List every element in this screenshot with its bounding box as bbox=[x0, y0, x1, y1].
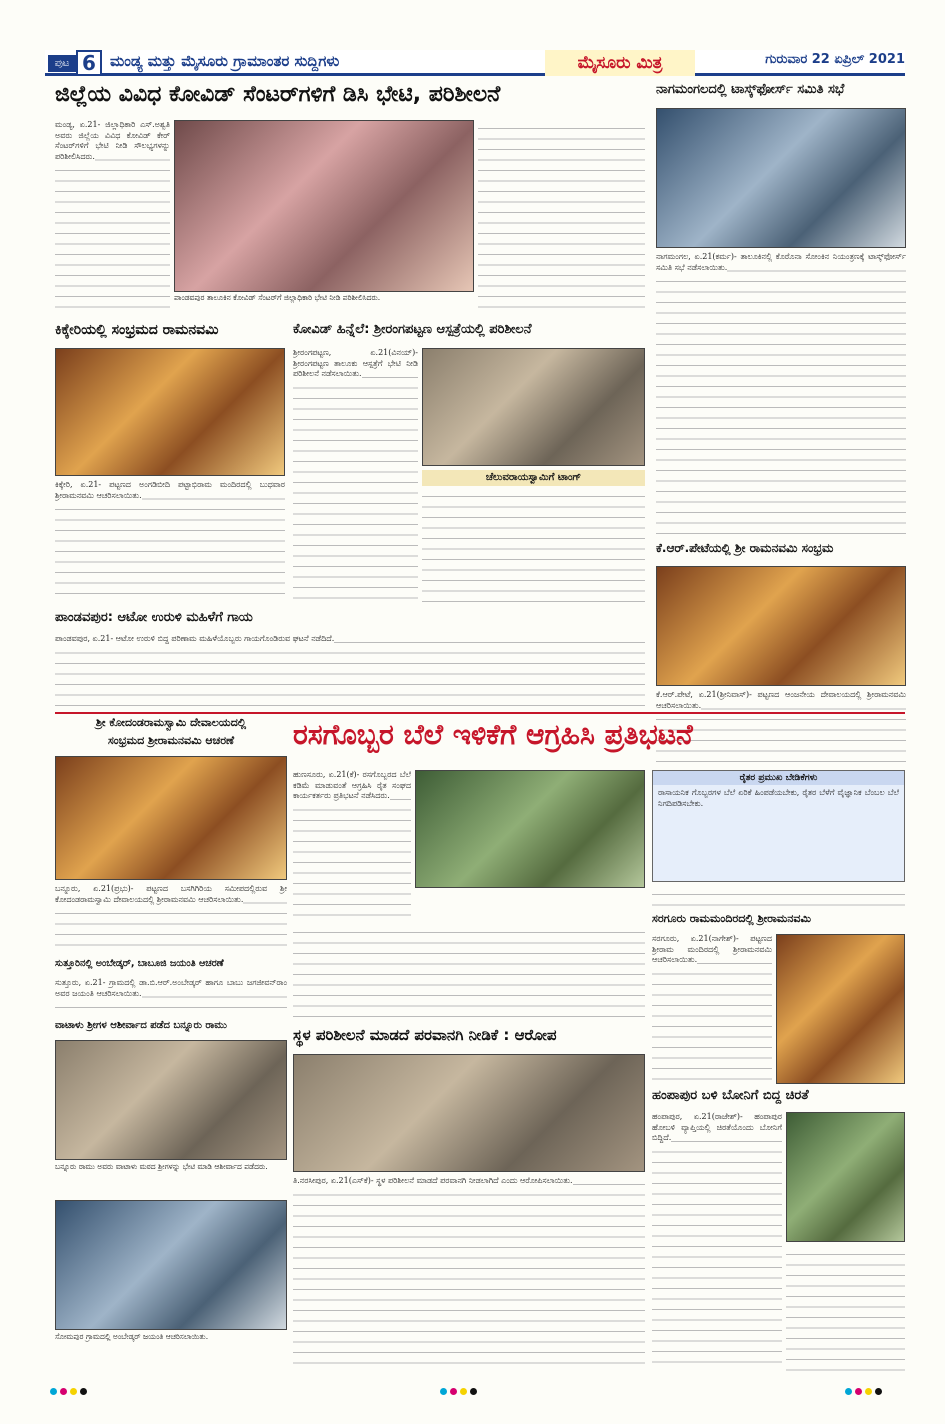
hampapura-body: ಹಂಪಾಪುರ, ಏ.21(ರಾಜೇಶ್)- ಹಂಪಾಪುರ ಹೋಬಳಿ ವ್ಯಾಪ್ತಿಯಲ್ಲಿ ಚಿರತೆಯೊಂದು ಬೋನಿಗೆ ಬಿದ್ದಿದೆ. bbox=[652, 1112, 782, 1372]
hampapura-photo bbox=[786, 1112, 905, 1242]
kikkeri-photo bbox=[55, 348, 285, 476]
lead-body-cont bbox=[478, 120, 645, 315]
saragur-body: ಸರಗೂರು, ಏ.21(ನಾಗೇಶ್)- ಪಟ್ಟಣದ ಶ್ರೀರಾಮ ಮಂದಿರದಲ್ಲಿ ಶ್ರೀರಾಮನವಮಿ ಆಚರಿಸಲಾಯಿತು. bbox=[652, 934, 772, 1084]
ambedkar-body: ಸುತ್ತೂರು, ಏ.21- ಗ್ರಾಮದಲ್ಲಿ ಡಾ.ಬಿ.ಆರ್.ಅಂಬೇಡ್ಕರ್ ಹಾಗೂ ಬಾಬು ಜಗಜೀವನ್‌ರಾಂ ಅವರ ಜಯಂತಿ ಆಚರಿಸಲಾಯಿತು. bbox=[55, 978, 287, 1016]
issue-date: ಗುರುವಾರ 22 ಏಪ್ರಿಲ್ 2021 bbox=[765, 52, 905, 67]
hampapura-headline: ಹಂಪಾಪುರ ಬಳಿ ಬೋನಿಗೆ ಬಿದ್ದ ಚಿರತೆ bbox=[652, 1088, 809, 1103]
krpete-headline: ಕೆ.ಆರ್.ಪೇಟೆಯಲ್ಲಿ ಶ್ರೀ ರಾಮನವಮಿ ಸಂಭ್ರಮ bbox=[656, 541, 834, 555]
lead-caption: ಪಾಂಡವಪುರ ತಾಲೂಕಿನ ಕೋವಿಡ್ ಸೆಂಟರ್‌ಗೆ ಜಿಲ್ಲಾಧಿಕಾರಿ ಭೇಟಿ ನೀಡಿ ಪರಿಶೀಲಿಸಿದರು. bbox=[174, 293, 381, 302]
srirangapatna-body: ಶ್ರೀರಂಗಪಟ್ಟಣ, ಏ.21(ವಿನಯ್)- ಶ್ರೀರಂಗಪಟ್ಟಣ ತಾಲೂಕು ಆಸ್ಪತ್ರೆಗೆ ಭೇಟಿ ನೀಡಿ ಪರಿಶೀಲನೆ ನಡೆಸಲಾಯಿತು. bbox=[293, 348, 418, 606]
demands-title: ರೈತರ ಪ್ರಮುಖ ಬೇಡಿಕೆಗಳು bbox=[653, 771, 904, 785]
pandavapura-headline: ಪಾಂಡವಪುರ: ಆಟೋ ಉರುಳಿ ಮಹಿಳೆಗೆ ಗಾಯ bbox=[55, 610, 253, 625]
cheluvaraya-headline: ಚೆಲುವರಾಯಸ್ವಾಮಿಗೆ ಟಾಂಗ್ bbox=[422, 470, 645, 486]
section-title: ಮಂಡ್ಯ ಮತ್ತು ಮೈಸೂರು ಗ್ರಾಮಾಂತರ ಸುದ್ದಿಗಳು bbox=[110, 52, 340, 70]
vatal-caption: ಬನ್ನೂರು ರಾಮು ಅವರು ವಾಟಾಳು ಮಠದ ಶ್ರೀಗಳನ್ನು ಭೇಟಿ ಮಾಡಿ ಆಶೀರ್ವಾದ ಪಡೆದರು. bbox=[55, 1162, 268, 1171]
vatal-headline: ವಾಟಾಳು ಶ್ರೀಗಳ ಆಶೀರ್ವಾದ ಪಡೆದ ಬನ್ನೂರು ರಾಮು bbox=[55, 1020, 227, 1031]
demands-box bbox=[652, 770, 905, 882]
permit-body: ತಿ.ನರಸೀಪುರ, ಏ.21(ಎಸ್‌ಕೆ)- ಸ್ಥಳ ಪರಿಶೀಲನೆ ಮಾಡದೆ ಪರವಾನಗಿ ನೀಡಲಾಗಿದೆ ಎಂದು ಆರೋಪಿಸಲಾಯಿತು. bbox=[293, 1176, 645, 1372]
permit-headline: ಸ್ಥಳ ಪರಿಶೀಲನೆ ಮಾಡದೆ ಪರವಾನಗಿ ನೀಡಿಕೆ : ಆರೋಪ bbox=[293, 1026, 557, 1044]
taskforce-photo bbox=[656, 108, 906, 248]
print-registration-marks-center bbox=[440, 1380, 540, 1390]
kodanda-body: ಬನ್ನೂರು, ಏ.21(ಪ್ರಭು)- ಪಟ್ಟಣದ ಬಸಗಿಗಿರಿಯ ಸಮೀಪದಲ್ಲಿರುವ ಶ್ರೀ ಕೋದಂಡರಾಮಸ್ವಾಮಿ ದೇವಾಲಯದಲ್ಲಿ ಶ್ರೀರಾಮನವಮಿ ಆಚರಿಸಲಾಯಿತು. bbox=[55, 884, 287, 954]
protest-names bbox=[652, 886, 905, 908]
taskforce-headline: ನಾಗಮಂಗಲದಲ್ಲಿ ಟಾಸ್ಕ್‌ಫೋರ್ಸ್ ಸಮಿತಿ ಸಭೆ bbox=[656, 82, 845, 97]
somapur-caption: ಸೋಮಪುರ ಗ್ರಾಮದಲ್ಲಿ ಅಂಬೇಡ್ಕರ್ ಜಯಂತಿ ಆಚರಿಸಲಾಯಿತು. bbox=[55, 1332, 209, 1341]
vatal-photo bbox=[55, 1040, 287, 1160]
hampapura-body-cont bbox=[786, 1246, 905, 1372]
lead-body: ಮಂಡ್ಯ, ಏ.21- ಜಿಲ್ಲಾಧಿಕಾರಿ ಎಸ್.ಅಶ್ವತಿ ಅವರು ಜಿಲ್ಲೆಯ ವಿವಿಧ ಕೋವಿಡ್ ಕೇರ್ ಸೆಂಟರ್‌ಗಳಿಗೆ ಭೇಟಿ ನೀಡಿ ಸೌಲಭ್ಯಗಳನ್ನು ಪರಿಶೀಲಿಸಿದರು. bbox=[55, 120, 170, 315]
page-number: 6 bbox=[76, 50, 102, 76]
protest-headline: ರಸಗೊಬ್ಬರ ಬೆಲೆ ಇಳಿಕೆಗೆ ಆಗ್ರಹಿಸಿ ಪ್ರತಿಭಟನೆ bbox=[293, 718, 693, 751]
section-divider bbox=[55, 712, 905, 714]
demands-body: ರಾಸಾಯನಿಕ ಗೊಬ್ಬರಗಳ ಬೆಲೆ ಏರಿಕೆ ಹಿಂಪಡೆಯಬೇಕು, ರೈತರ ಬೆಳೆಗೆ ವೈಜ್ಞಾನಿಕ ಬೆಂಬಲ ಬೆಲೆ ನಿಗದಿಪಡಿಸಬೇಕು. bbox=[658, 788, 899, 808]
lead-headline: ಜಿಲ್ಲೆಯ ವಿವಿಧ ಕೋವಿಡ್ ಸೆಂಟರ್‌ಗಳಿಗೆ ಡಿಸಿ ಭೇಟಿ, ಪರಿಶೀಲನೆ bbox=[55, 82, 501, 107]
somapur-photo bbox=[55, 1200, 287, 1330]
print-registration-marks-left bbox=[50, 1380, 150, 1390]
cheluvaraya-body bbox=[422, 488, 645, 606]
taskforce-body: ನಾಗಮಂಗಲ, ಏ.21(ಕರ್ಮ)- ತಾಲೂಕಿನಲ್ಲಿ ಕೊರೊನಾ ಸೋಂಕಿನ ನಿಯಂತ್ರಣಕ್ಕೆ ಟಾಸ್ಕ್‌ಫೋರ್ಸ್ ಸಮಿತಿ ಸಭೆ ನಡೆಸಲಾಯಿತು. bbox=[656, 252, 906, 537]
protest-body: ಹುಣಸೂರು, ಏ.21(ಕೆ)- ರಸಗೊಬ್ಬರದ ಬೆಲೆ ಕಡಿಮೆ ಮಾಡುವಂತೆ ಆಗ್ರಹಿಸಿ ರೈತ ಸಂಘದ ಕಾರ್ಯಕರ್ತರು ಪ್ರತಿಭಟನೆ ನಡೆಸಿದರು. bbox=[293, 770, 411, 920]
lead-photo bbox=[174, 120, 474, 292]
print-registration-marks-right bbox=[845, 1380, 905, 1390]
kikkeri-headline: ಕಿಕ್ಕೇರಿಯಲ್ಲಿ ಸಂಭ್ರಮದ ರಾಮನವಮಿ bbox=[55, 322, 219, 338]
kodanda-photo bbox=[55, 756, 287, 880]
srirangapatna-photo bbox=[422, 348, 645, 466]
ambedkar-headline: ಸುತ್ತೂರಿನಲ್ಲಿ ಅಂಬೇಡ್ಕರ್, ಬಾಬೂಜಿ ಜಯಂತಿ ಆಚರಣೆ bbox=[55, 958, 224, 969]
pandavapura-body: ಪಾಂಡವಪುರ, ಏ.21- ಆಟೋ ಉರುಳಿ ಬಿದ್ದ ಪರಿಣಾಮ ಮಹಿಳೆಯೊಬ್ಬರು ಗಾಯಗೊಂಡಿರುವ ಘಟನೆ ನಡೆದಿದೆ. bbox=[55, 634, 645, 708]
krpete-body: ಕೆ.ಆರ್.ಪೇಟೆ, ಏ.21(ಶ್ರೀನಿವಾಸ್)- ಪಟ್ಟಣದ ಆಂಜನೇಯ ದೇವಾಲಯದಲ್ಲಿ ಶ್ರೀರಾಮನವಮಿ ಆಚರಿಸಲಾಯಿತು. bbox=[656, 690, 906, 766]
krpete-photo bbox=[656, 566, 906, 686]
srirangapatna-headline: ಕೋವಿಡ್ ಹಿನ್ನೆಲೆ: ಶ್ರೀರಂಗಪಟ್ಟಣ ಆಸ್ಪತ್ರೆಯಲ್ಲಿ ಪರಿಶೀಲನೆ bbox=[293, 322, 532, 337]
protest-body-cont bbox=[293, 924, 645, 1022]
kodanda-headline-2: ಸಂಭ್ರಮದ ಶ್ರೀರಾಮನವಮಿ ಆಚರಣೆ bbox=[107, 734, 235, 747]
page-label: ಪುಟ bbox=[48, 55, 76, 72]
saragur-photo bbox=[776, 934, 905, 1084]
saragur-headline: ಸರಗೂರು ರಾಮಮಂದಿರದಲ್ಲಿ ಶ್ರೀರಾಮನವಮಿ bbox=[652, 912, 811, 925]
kikkeri-body: ಕಿಕ್ಕೇರಿ, ಏ.21- ಪಟ್ಟಣದ ಅಂಗಡಿಬೀದಿ ಪಟ್ಟಾಭಿರಾಮ ಮಂದಿರದಲ್ಲಿ ಬುಧವಾರ ಶ್ರೀರಾಮನವಮಿ ಆಚರಿಸಲಾಯಿತು. bbox=[55, 480, 285, 602]
permit-photo bbox=[293, 1054, 645, 1172]
masthead-logo: ಮೈಸೂರು ಮಿತ್ರ bbox=[545, 50, 695, 76]
kodanda-headline-1: ಶ್ರೀ ಕೋದಂಡರಾಮಸ್ವಾಮಿ ದೇವಾಲಯದಲ್ಲಿ bbox=[95, 716, 247, 729]
protest-photo bbox=[415, 770, 645, 888]
